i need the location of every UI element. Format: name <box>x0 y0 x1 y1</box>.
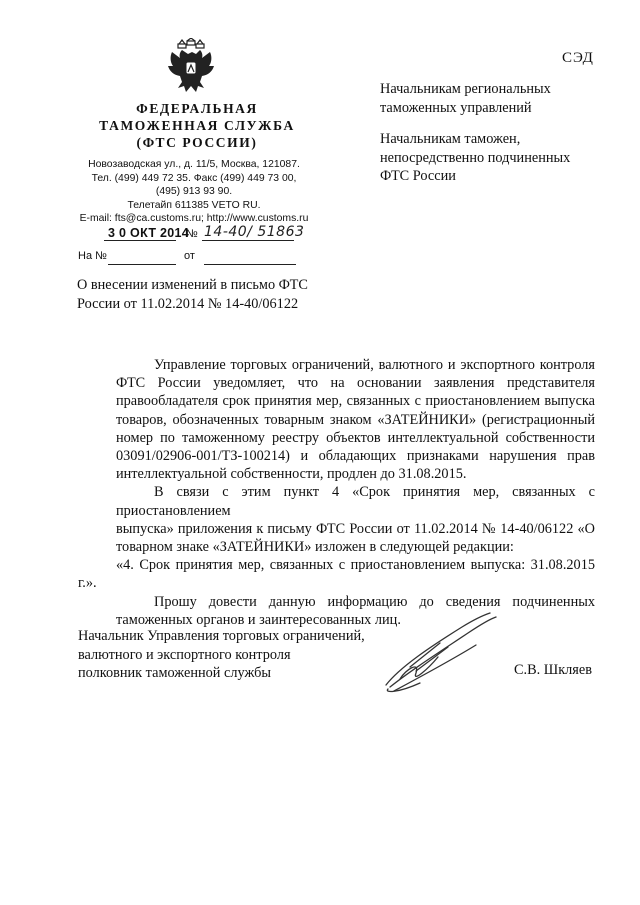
body-line: Управление торговых ограничений, валютного и экспортного контроля <box>154 357 595 373</box>
sed-marking: СЭД <box>562 50 594 66</box>
organization-name <box>88 100 306 151</box>
handwritten-signature-icon <box>380 607 520 697</box>
body-line: Прошу довести данную информацию до сведения подчиненных <box>154 593 595 610</box>
organization-address <box>78 158 310 226</box>
org-line: ТАМОЖЕННАЯ СЛУЖБА <box>99 118 295 133</box>
registration-date: 3 0 ОКТ 2014 <box>108 226 190 240</box>
body-line: «4. Срок принятия мер, связанных с приостановлением выпуска: 31.08.2015 г.». <box>78 557 595 592</box>
address-line: Тел. (499) 449 72 35. Факс (499) 449 73 00, <box>91 172 297 184</box>
body-line: интеллектуальной собственности, продлен до 31.08.2015. <box>116 466 467 483</box>
addressee-block <box>380 80 620 117</box>
address-line: (495) 913 93 90. <box>155 186 233 198</box>
subject-line: О внесении изменений в письмо ФТС <box>77 277 308 293</box>
addressee-line: таможенных управлений <box>380 99 532 116</box>
address-line: Новозаводская ул., д. 11/5, Москва, 121087. <box>88 159 300 170</box>
number-label: № <box>186 228 198 240</box>
body-line: правообладателя срок принятия мер, связанных с приостановлением выпуска <box>116 393 595 410</box>
body-line: выпуска» приложения к письму ФТС России от 11.02.2014 № 14-40/06122 «О <box>116 520 595 537</box>
letter-body <box>78 356 595 629</box>
addressee-line: Начальникам региональных <box>380 81 551 97</box>
addressee-line: непосредственно подчиненных <box>380 149 571 166</box>
reply-from-label: от <box>184 250 195 262</box>
body-line: товарном знаке «ЗАТЕЙНИКИ» изложен в следующей редакции: <box>116 539 514 556</box>
addressee-line: ФТС России <box>380 168 456 184</box>
reply-line <box>78 250 310 266</box>
addressee-line: Начальникам таможен, <box>380 131 521 147</box>
address-line: E-mail: fts@ca.customs.ru; http://www.customs.ru <box>79 213 309 225</box>
reply-number-label: На № <box>78 250 107 262</box>
registration-number: 14-40/ 51863 <box>204 224 305 240</box>
org-line: ФЕДЕРАЛЬНАЯ <box>136 101 258 116</box>
body-line: 03091/02906-001/ТЗ-100214) и обладающих признаками нарушения прав <box>116 448 595 465</box>
registration-line <box>78 226 310 244</box>
signatory-name: С.В. Шкляев <box>514 662 592 678</box>
body-line: номер по таможенному реестру объектов интеллектуальной собственности <box>116 429 595 446</box>
body-line: таможенных органов и заинтересованных лиц. <box>116 611 401 628</box>
position-line: валютного и экспортного контроля <box>78 646 291 663</box>
body-paragraph <box>78 483 595 592</box>
org-line: (ФТС РОССИИ) <box>136 135 258 150</box>
addressee-block <box>380 130 620 186</box>
body-line: товаров, обозначенных товарным знаком «ЗАТЕЙНИКИ» (регистрационный <box>116 411 595 428</box>
position-line: полковник таможенной службы <box>78 665 272 681</box>
address-line: Телетайп 611385 VETO RU. <box>127 199 261 211</box>
body-line: ФТС России уведомляет, что на основании заявления представителя <box>116 375 595 392</box>
signatory-position <box>78 627 408 683</box>
letter-subject <box>77 276 357 313</box>
subject-line: России от 11.02.2014 № 14-40/06122 <box>77 295 299 312</box>
body-paragraph <box>78 356 595 483</box>
position-line: Начальник Управления торговых ограничений, <box>78 628 365 644</box>
body-line: В связи с этим пункт 4 «Срок принятия мер, связанных с приостановлением <box>116 484 595 519</box>
coat-of-arms-emblem-icon <box>166 38 216 96</box>
